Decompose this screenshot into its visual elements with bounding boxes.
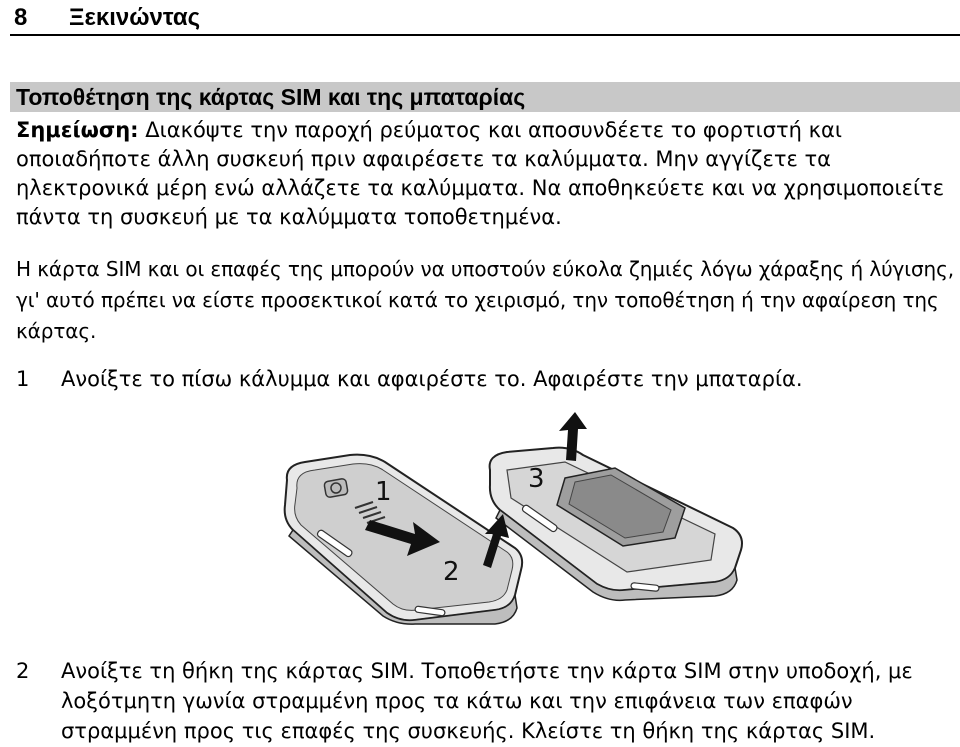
header-divider: [10, 34, 960, 36]
callout-3: 3: [528, 464, 545, 494]
callout-2: 2: [443, 557, 460, 587]
page-header: [14, 4, 960, 32]
step-text: Ανοίξτε το πίσω κάλυμμα και αφαιρέστε το. Αφαιρέστε την μπαταρία.: [61, 367, 803, 391]
section-title: Τοποθέτηση της κάρτας SIM και της μπαταρίας: [10, 82, 960, 112]
sim-care-paragraph: Η κάρτα SIM και οι επαφές της μπορούν να υποστούν εύκολα ζημιές λόγω χάραξης ή λύγισης, γι' αυτό πρέπει να είστε προσεκτικοί κατά το χειρισμό, την τοποθέτηση ή την αφαίρεση της κάρτας.: [16, 257, 954, 343]
step-1: [16, 364, 946, 394]
chapter-title: Ξεκινώντας: [69, 4, 201, 31]
step-number: 1: [16, 367, 30, 391]
callout-1: 1: [375, 477, 392, 507]
step-number: 2: [16, 659, 30, 683]
page-number: 8: [14, 4, 28, 31]
phone-disassembly-illustration: [275, 410, 755, 625]
note-label: Σημείωση:: [16, 118, 139, 142]
note-block: [16, 116, 951, 232]
step-2: [16, 656, 956, 746]
step-text: Ανοίξτε τη θήκη της κάρτας SIM. Τοποθετήστε την κάρτα SIM στην υποδοχή, με λοξότμητη γωνία στραμμένη προς τα κάτω και την επιφάνεια των επαφών στραμμένη προς τις επαφές της συσκευής. Κλείστε τη θήκη της κάρτας SIM.: [61, 659, 913, 743]
note-text: Διακόψτε την παροχή ρεύματος και αποσυνδέετε το φορτιστή και οποιαδήποτε άλλη συσκευή πριν αφαιρέσετε τα καλύμματα. Μην αγγίζετε τα ηλεκτρονικά μέρη ενώ αλλάζετε τα καλύμματα. Να αποθηκεύετε και να χρησιμοποιείτε πάντα τη συσκευή με τα καλύμματα τοποθετημένα.: [16, 118, 945, 229]
